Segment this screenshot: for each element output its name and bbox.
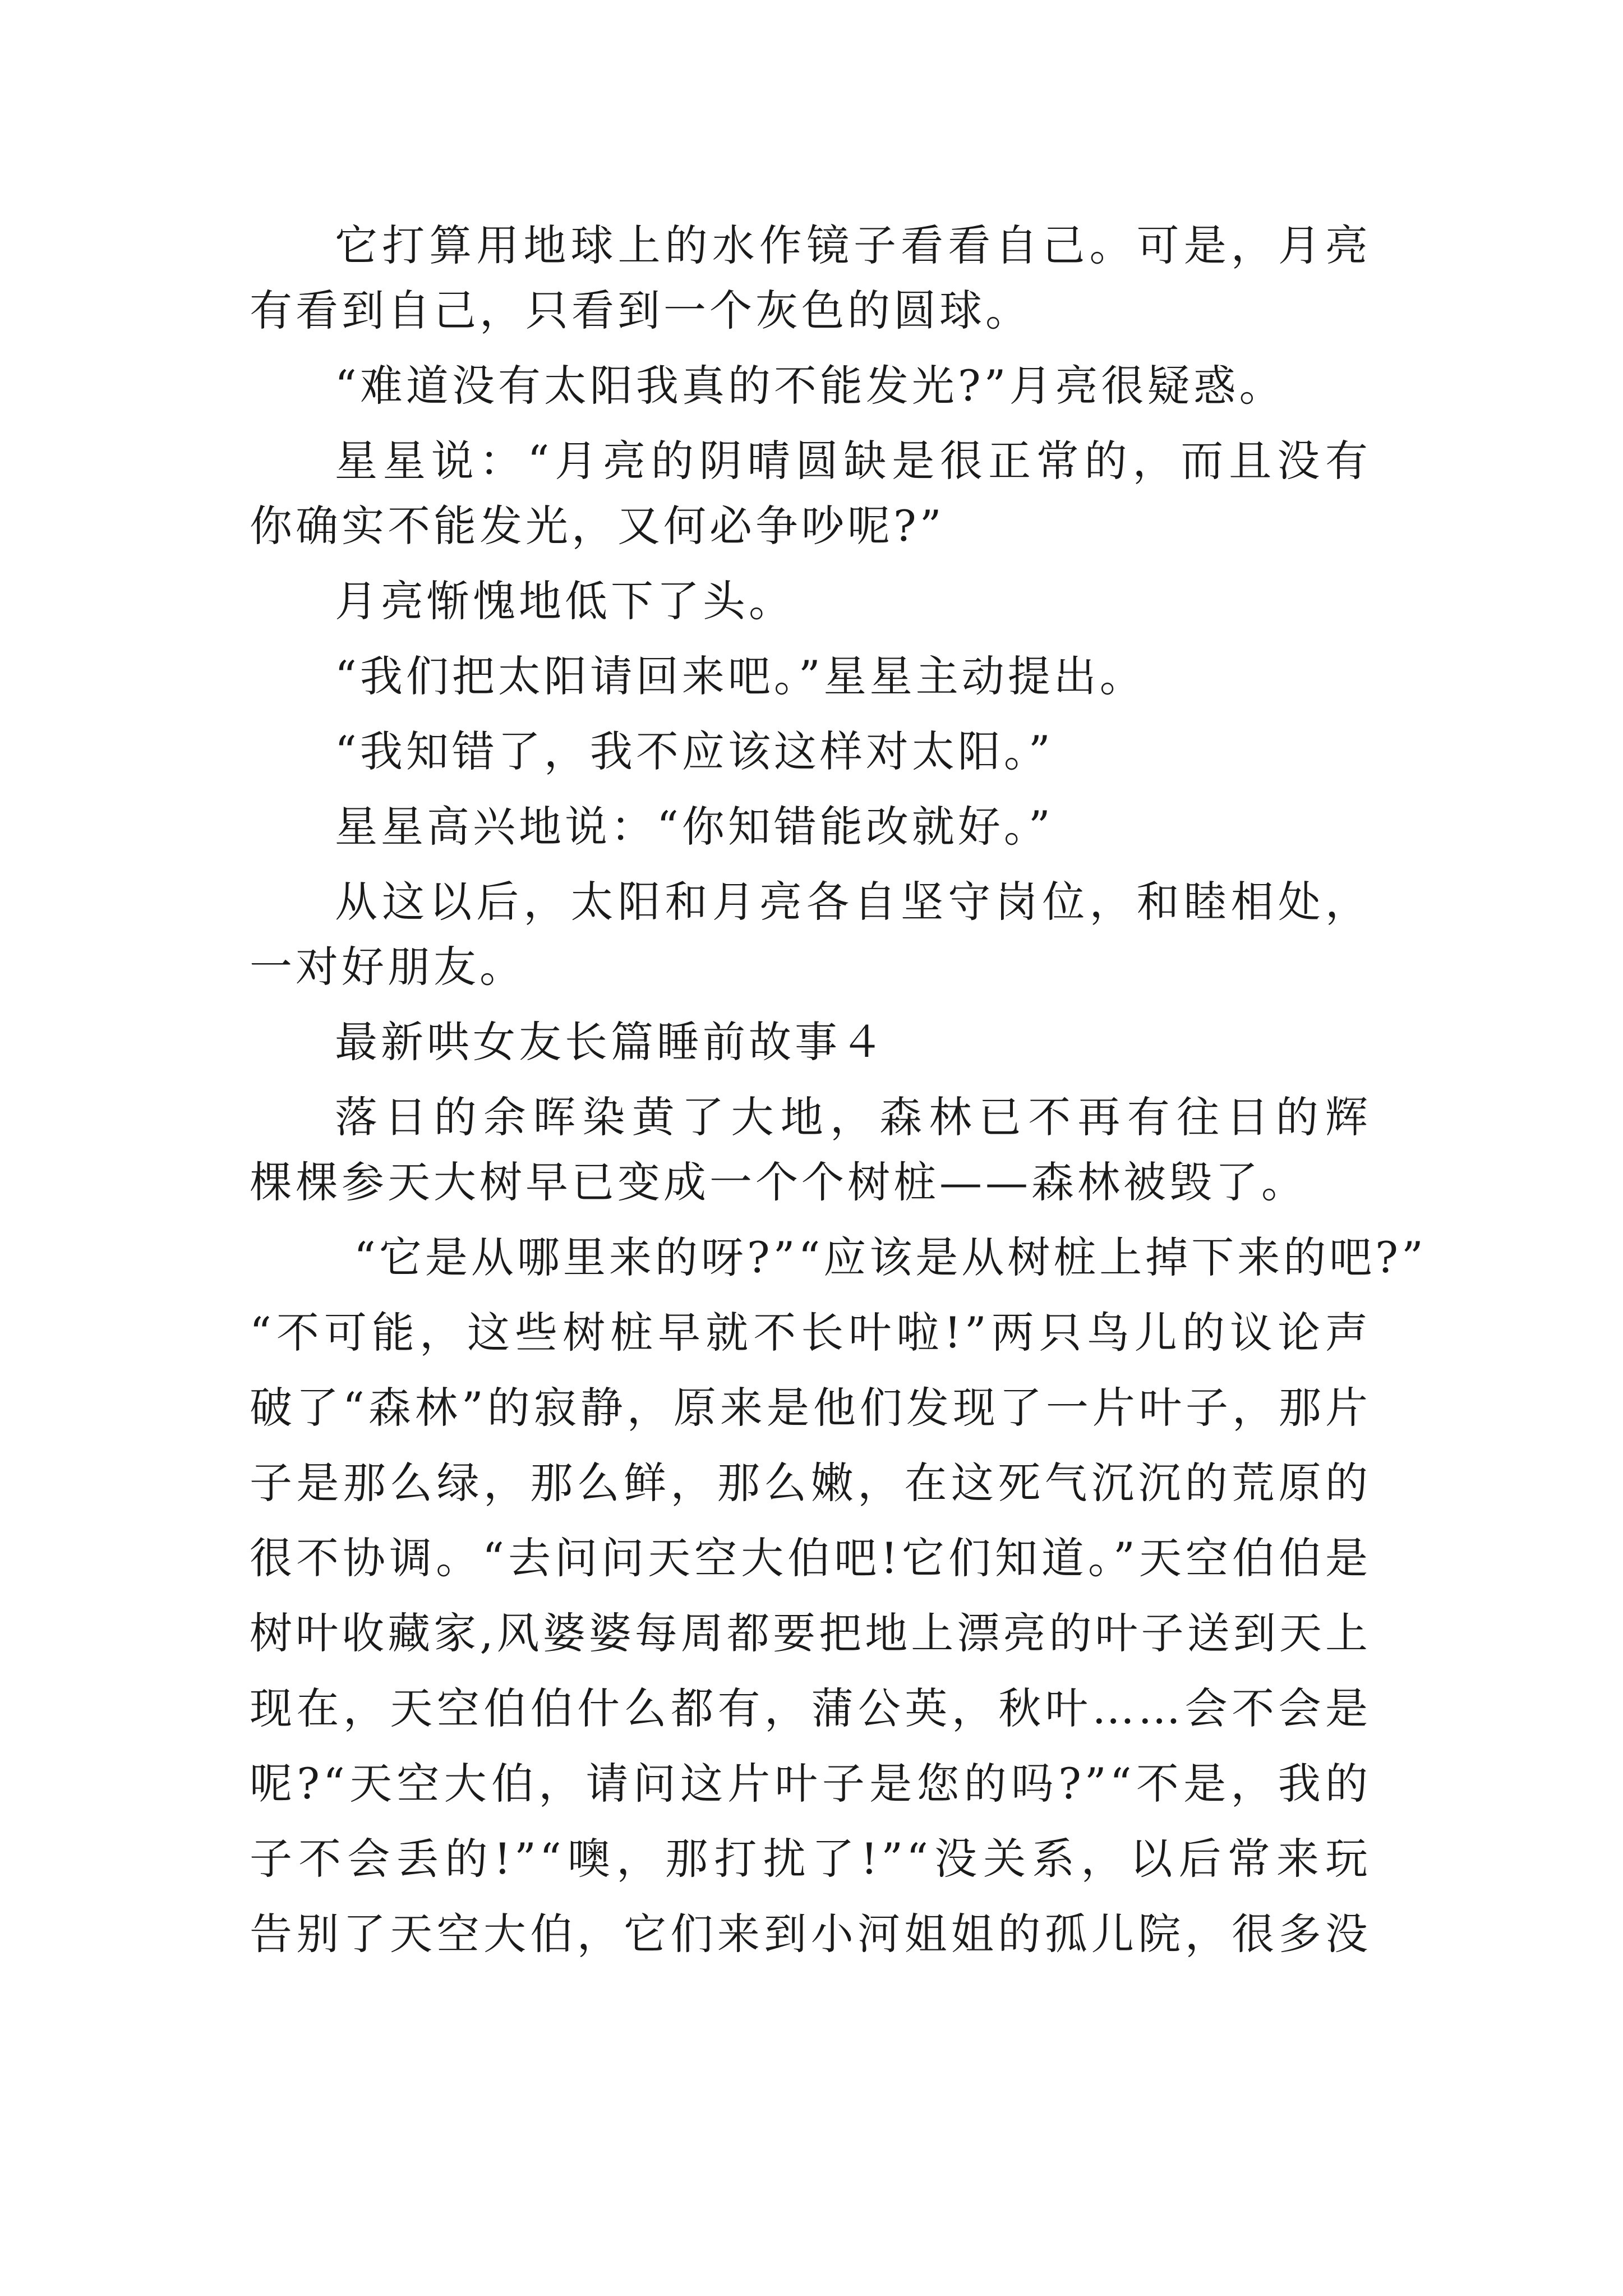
paragraph-line: 很不协调。“去问问天空大伯吧!它们知道。”天空伯伯是 — [250, 1533, 1371, 1583]
section-heading: 最新哄女友长篇睡前故事４ — [335, 1017, 887, 1067]
paragraph-line: 月亮惭愧地低下了头。 — [335, 576, 795, 626]
paragraph-line: 落日的余晖染黄了大地，森林已不再有往日的辉 — [335, 1092, 1371, 1142]
paragraph-line: 子是那么绿，那么鲜，那么嫩，在这死气沉沉的荒原的 — [250, 1458, 1371, 1508]
paragraph-line: 告别了天空大伯，它们来到小河姐姐的孤儿院，很多没 — [250, 1909, 1371, 1959]
paragraph-line: 子不会丢的!”“噢，那打扰了!”“没关系，以后常来玩 — [250, 1834, 1371, 1884]
paragraph-line: 有看到自己，只看到一个灰色的圆球。 — [250, 286, 1031, 335]
paragraph-line: 从这以后，太阳和月亮各自坚守岗位，和睦相处， — [335, 877, 1371, 927]
paragraph-line: 星星高兴地说：“你知错能改就好。” — [335, 802, 1054, 852]
paragraph-line: 破了“森林”的寂静，原来是他们发现了一片叶子，那片 — [250, 1383, 1371, 1433]
story-text — [250, 213, 1427, 1967]
paragraph-line: 一对好朋友。 — [250, 942, 525, 992]
paragraph-line: “我们把太阳请回来吧。”星星主动提出。 — [335, 651, 1146, 701]
paragraph-line: “不可能，这些树桩早就不长叶啦!”两只鸟儿的议论声 — [250, 1308, 1371, 1358]
paragraph-line: “它是从哪里来的呀?”“应该是从树桩上掉下来的吧?” — [354, 1232, 1427, 1282]
paragraph-line: 树叶收藏家,风婆婆每周都要把地上漂亮的叶子送到天上 — [250, 1608, 1371, 1658]
paragraph-line: 呢?“天空大伯，请问这片叶子是您的吗?”“不是，我的 — [250, 1759, 1371, 1809]
paragraph-line: “难道没有太阳我真的不能发光?”月亮很疑惑。 — [335, 361, 1285, 411]
paragraph-line: 你确实不能发光，又何必争吵呢?” — [250, 501, 945, 551]
paragraph-line: 现在，天空伯伯什么都有，蒲公英，秋叶……会不会是 — [250, 1683, 1371, 1733]
paragraph-line: 棵棵参天大树早已变成一个个树桩——森林被毁了。 — [250, 1157, 1307, 1207]
paragraph-line: 它打算用地球上的水作镜子看看自己。可是，月亮 — [335, 220, 1371, 270]
paragraph-line: 星星说：“月亮的阴晴圆缺是很正常的，而且没有 — [335, 436, 1371, 486]
paragraph-line: “我知错了，我不应该这样对太阳。” — [335, 726, 1054, 776]
